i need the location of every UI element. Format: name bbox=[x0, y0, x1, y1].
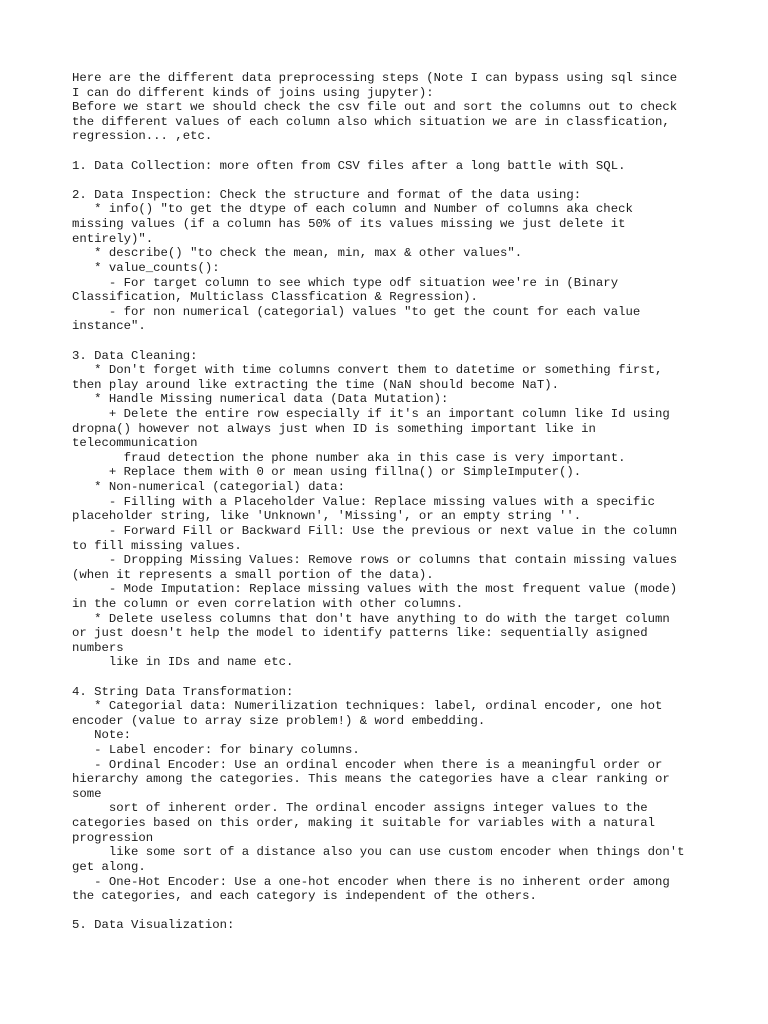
document-line: - Dropping Missing Values: Remove rows or columns that contain missing values bbox=[72, 553, 678, 568]
document-line: - Forward Fill or Backward Fill: Use the previous or next value in the column bbox=[72, 523, 678, 538]
document-line: to fill missing values. bbox=[72, 538, 242, 553]
document-line: - Ordinal Encoder: Use an ordinal encoder when there is a meaningful order or bbox=[72, 757, 663, 772]
document-line: regression... ,etc. bbox=[72, 129, 213, 144]
document-line: * Handle Missing numerical data (Data Mutation): bbox=[72, 392, 449, 407]
document-line: * Delete useless columns that don't have anything to do with the target column bbox=[72, 611, 670, 626]
document-line: Here are the different data preprocessing steps (Note I can bypass using sql since bbox=[72, 71, 678, 85]
document-line: placeholder string, like 'Unknown', 'Missing', or an empty string ''. bbox=[72, 509, 582, 524]
document-line: - One-Hot Encoder: Use a one-hot encoder when there is no inherent order among bbox=[72, 874, 670, 889]
document-line: - Mode Imputation: Replace missing values with the most frequent value (mode) bbox=[72, 582, 678, 597]
document-line bbox=[72, 334, 712, 349]
document-line bbox=[72, 173, 712, 188]
document-line: 3. Data Cleaning: bbox=[72, 348, 198, 363]
document-line: categories based on this order, making it suitable for variables with a natural bbox=[72, 816, 655, 831]
document-line: - Filling with a Placeholder Value: Replace missing values with a specific bbox=[72, 494, 655, 509]
document-line: some bbox=[72, 786, 102, 801]
document-text bbox=[72, 71, 712, 933]
document-line: numbers bbox=[72, 640, 124, 655]
document-line: sort of inherent order. The ordinal encoder assigns integer values to the bbox=[72, 801, 648, 816]
document-line: 4. String Data Transformation: bbox=[72, 684, 294, 699]
document-line: fraud detection the phone number aka in this case is very important. bbox=[72, 450, 626, 465]
document-line: * value_counts(): bbox=[72, 260, 220, 275]
document-line: entirely)". bbox=[72, 231, 154, 246]
document-line: + Replace them with 0 or mean using fillna() or SimpleImputer(). bbox=[72, 465, 582, 480]
document-line: progression bbox=[72, 830, 154, 845]
document-line: the different values of each column also which situation we are in classfication, bbox=[72, 114, 670, 129]
document-line: - For target column to see which type odf situation wee're in (Binary bbox=[72, 275, 619, 290]
document-line: instance". bbox=[72, 319, 146, 334]
document-line: dropna() however not always just when ID is something important like in bbox=[72, 421, 596, 436]
document-line: + Delete the entire row especially if it's an important column like Id using bbox=[72, 407, 670, 422]
document-line: or just doesn't help the model to identify patterns like: sequentially asigned bbox=[72, 626, 648, 641]
document-line: like some sort of a distance also you can use custom encoder when things don't bbox=[72, 845, 685, 860]
document-line: 5. Data Visualization: bbox=[72, 918, 235, 933]
document-line: in the column or even correlation with other columns. bbox=[72, 596, 464, 611]
document-line: * describe() "to check the mean, min, max & other values". bbox=[72, 246, 523, 261]
document-line: Before we start we should check the csv file out and sort the columns out to check bbox=[72, 100, 678, 115]
document-line: encoder (value to array size problem!) & word embedding. bbox=[72, 713, 486, 728]
document-line: missing values (if a column has 50% of its values missing we just delete it bbox=[72, 217, 626, 232]
document-line: Classification, Multiclass Classfication & Regression). bbox=[72, 290, 478, 305]
document-line: * Categorial data: Numerilization techniques: label, ordinal encoder, one hot bbox=[72, 699, 663, 714]
document-line: then play around like extracting the time (NaN should become NaT). bbox=[72, 377, 560, 392]
document-line: (when it represents a small portion of the data). bbox=[72, 567, 434, 582]
document-line: Note: bbox=[72, 728, 132, 743]
document-line: 1. Data Collection: more often from CSV files after a long battle with SQL. bbox=[72, 158, 626, 173]
document-line: like in IDs and name etc. bbox=[72, 655, 294, 670]
document-line: * Non-numerical (categorial) data: bbox=[72, 480, 346, 495]
document-line: * Don't forget with time columns convert them to datetime or something first, bbox=[72, 363, 663, 378]
document-line: the categories, and each category is independent of the others. bbox=[72, 889, 537, 904]
document-line: telecommunication bbox=[72, 436, 198, 451]
document-line: get along. bbox=[72, 859, 146, 874]
document-line: - Label encoder: for binary columns. bbox=[72, 743, 360, 758]
document-line: - for non numerical (categorial) values "to get the count for each value bbox=[72, 304, 641, 319]
document-line bbox=[72, 144, 712, 159]
document-line: I can do different kinds of joins using jupyter): bbox=[72, 85, 434, 100]
document-line: 2. Data Inspection: Check the structure and format of the data using: bbox=[72, 187, 582, 202]
document-line bbox=[72, 904, 712, 919]
document-line bbox=[72, 670, 712, 685]
document-line: hierarchy among the categories. This means the categories have a clear ranking or bbox=[72, 772, 670, 787]
document-line: * info() "to get the dtype of each column and Number of columns aka check bbox=[72, 202, 633, 217]
